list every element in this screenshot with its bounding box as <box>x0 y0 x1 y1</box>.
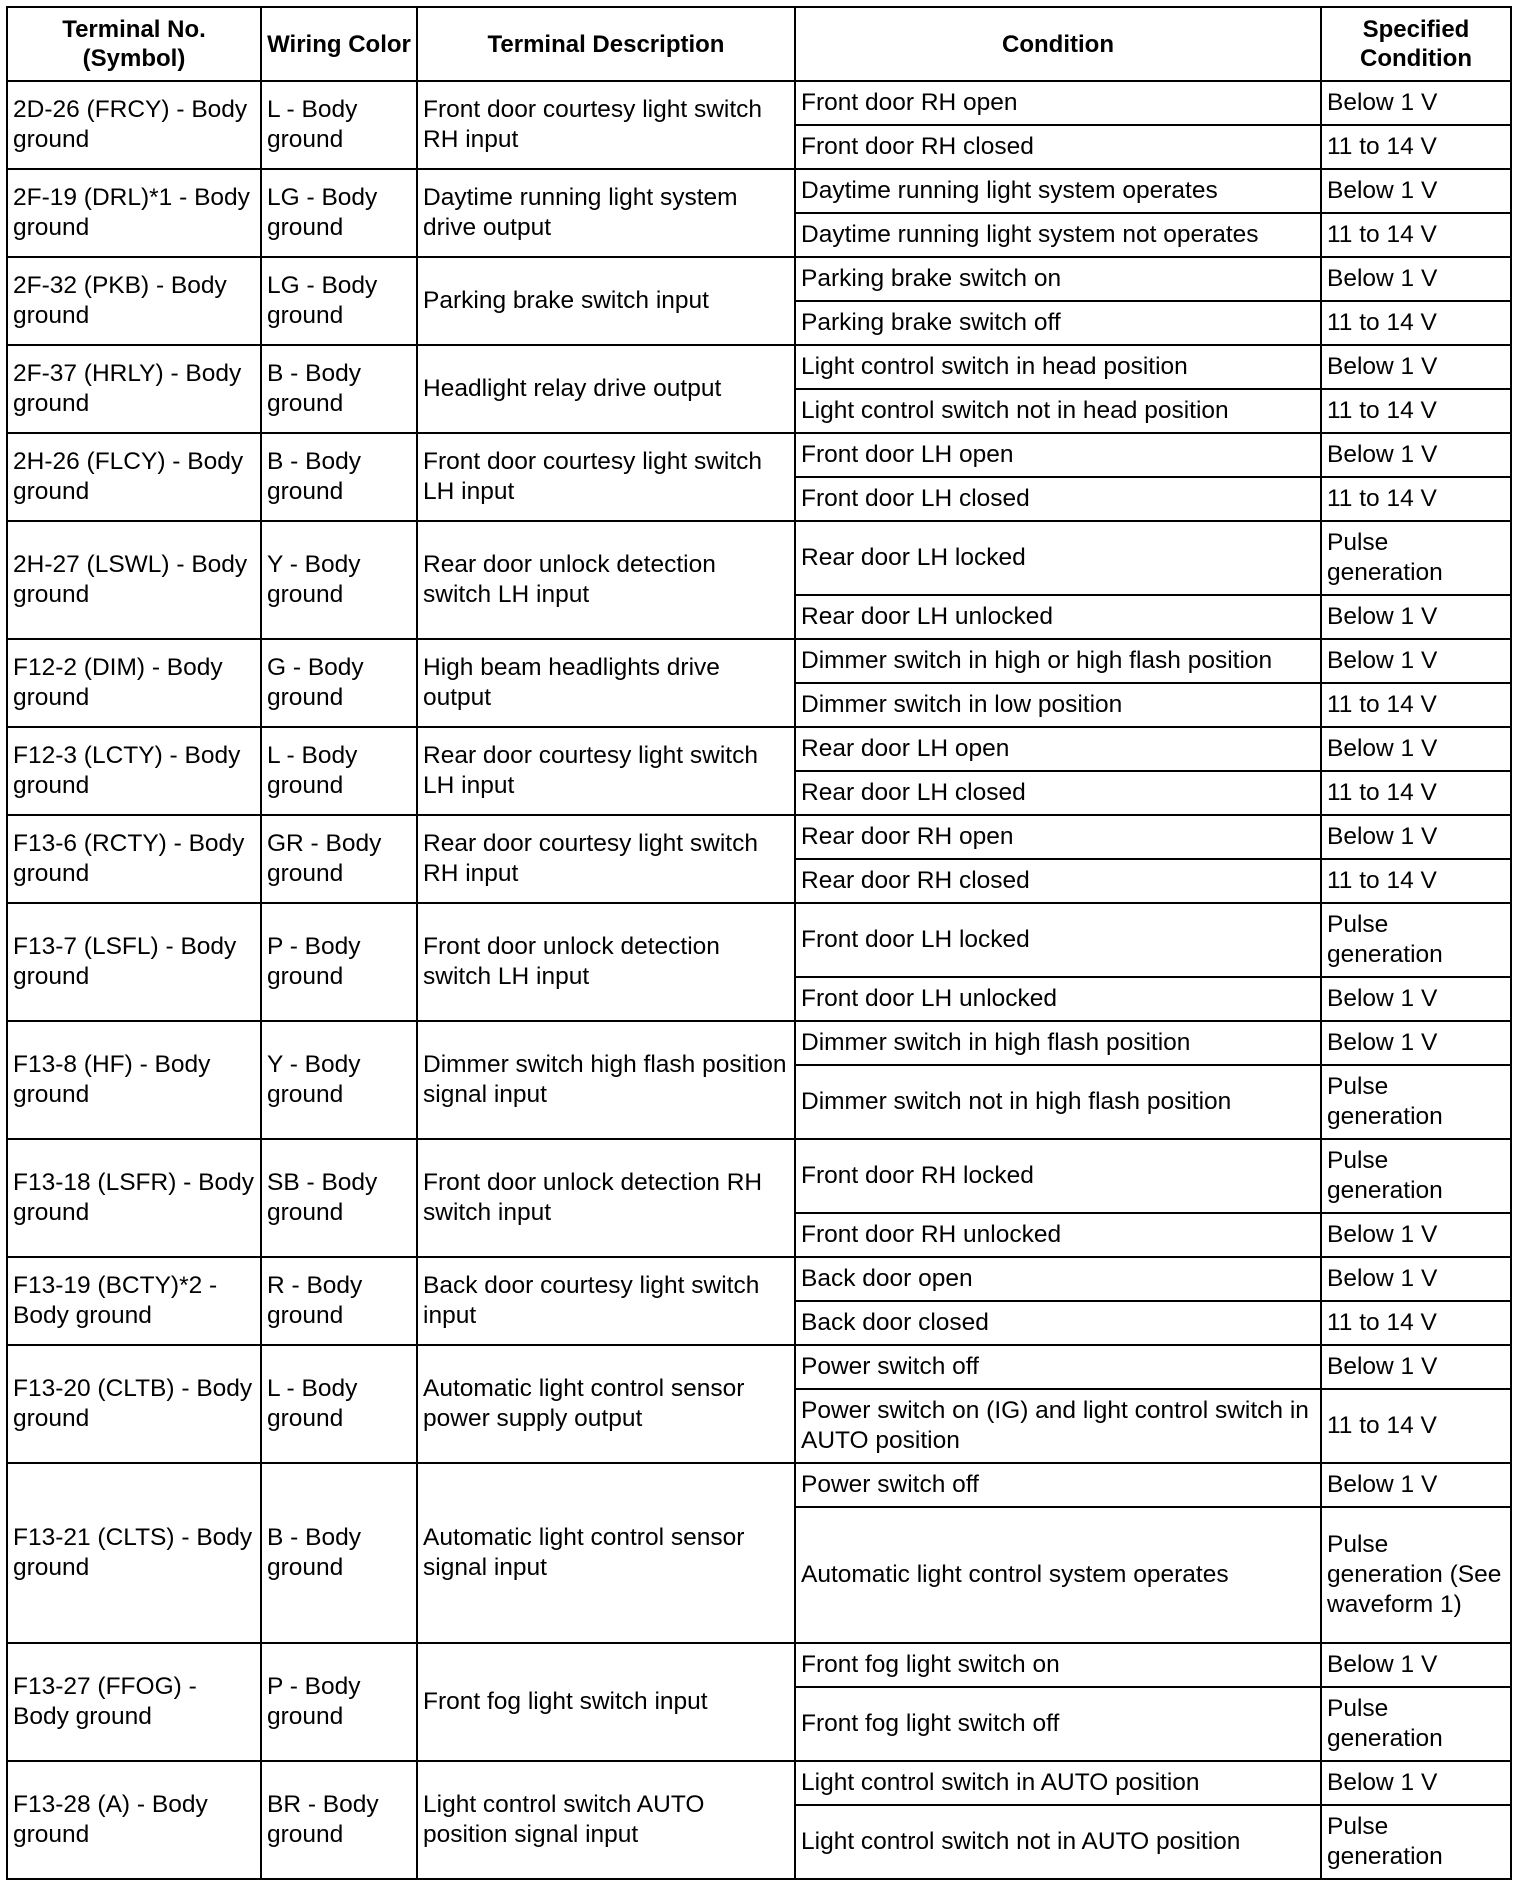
header-terminal: Terminal No. (Symbol) <box>7 7 261 81</box>
specified-condition-cell: Below 1 V <box>1321 977 1511 1021</box>
condition-cell: Dimmer switch in high flash position <box>795 1021 1321 1065</box>
description-cell: Front door unlock detection RH switch input <box>417 1139 795 1257</box>
wiring-color-cell: LG - Body ground <box>261 257 417 345</box>
condition-cell: Front door LH open <box>795 433 1321 477</box>
condition-cell: Parking brake switch off <box>795 301 1321 345</box>
wiring-color-cell: P - Body ground <box>261 903 417 1021</box>
specified-condition-cell: Pulse generation <box>1321 1805 1511 1879</box>
terminal-cell: 2F-37 (HRLY) - Body ground <box>7 345 261 433</box>
condition-cell: Dimmer switch not in high flash position <box>795 1065 1321 1139</box>
wiring-color-cell: Y - Body ground <box>261 1021 417 1139</box>
table-row <box>7 521 1511 595</box>
description-cell: Automatic light control sensor signal input <box>417 1463 795 1643</box>
terminal-cell: 2H-27 (LSWL) - Body ground <box>7 521 261 639</box>
header-terminal-description: Terminal Description <box>417 7 795 81</box>
specified-condition-cell: 11 to 14 V <box>1321 1301 1511 1345</box>
header-specified-condition: Specified Condition <box>1321 7 1511 81</box>
specified-condition-cell: 11 to 14 V <box>1321 389 1511 433</box>
wiring-color-cell: L - Body ground <box>261 1345 417 1463</box>
description-cell: High beam headlights drive output <box>417 639 795 727</box>
condition-cell: Front door RH closed <box>795 125 1321 169</box>
condition-cell: Light control switch not in AUTO position <box>795 1805 1321 1879</box>
specified-condition-cell: Below 1 V <box>1321 1021 1511 1065</box>
terminal-cell: F12-3 (LCTY) - Body ground <box>7 727 261 815</box>
condition-cell: Dimmer switch in high or high flash position <box>795 639 1321 683</box>
table-row <box>7 1345 1511 1389</box>
condition-cell: Back door closed <box>795 1301 1321 1345</box>
table-row <box>7 1761 1511 1805</box>
wiring-color-cell: LG - Body ground <box>261 169 417 257</box>
specified-condition-cell: 11 to 14 V <box>1321 477 1511 521</box>
description-cell: Rear door unlock detection switch LH input <box>417 521 795 639</box>
table-row <box>7 1463 1511 1507</box>
header-condition: Condition <box>795 7 1321 81</box>
table-row <box>7 1021 1511 1065</box>
table-row <box>7 639 1511 683</box>
terminal-cell: F13-8 (HF) - Body ground <box>7 1021 261 1139</box>
specified-condition-cell: Pulse generation <box>1321 1139 1511 1213</box>
condition-cell: Power switch off <box>795 1463 1321 1507</box>
wiring-color-cell: L - Body ground <box>261 81 417 169</box>
description-cell: Headlight relay drive output <box>417 345 795 433</box>
specified-condition-cell: 11 to 14 V <box>1321 301 1511 345</box>
condition-cell: Front door LH unlocked <box>795 977 1321 1021</box>
table-body <box>7 81 1511 1879</box>
description-cell: Light control switch AUTO position signal input <box>417 1761 795 1879</box>
specified-condition-cell: Below 1 V <box>1321 1257 1511 1301</box>
terminal-cell: F13-19 (BCTY)*2 - Body ground <box>7 1257 261 1345</box>
specified-condition-cell: Below 1 V <box>1321 1345 1511 1389</box>
condition-cell: Rear door LH locked <box>795 521 1321 595</box>
terminal-cell: F13-28 (A) - Body ground <box>7 1761 261 1879</box>
description-cell: Back door courtesy light switch input <box>417 1257 795 1345</box>
specified-condition-cell: Below 1 V <box>1321 1761 1511 1805</box>
specified-condition-cell: Pulse generation <box>1321 1065 1511 1139</box>
wiring-color-cell: G - Body ground <box>261 639 417 727</box>
terminal-cell: F13-6 (RCTY) - Body ground <box>7 815 261 903</box>
table-row <box>7 169 1511 213</box>
description-cell: Dimmer switch high flash position signal input <box>417 1021 795 1139</box>
specified-condition-cell: Below 1 V <box>1321 639 1511 683</box>
wiring-color-cell: B - Body ground <box>261 433 417 521</box>
condition-cell: Front door RH open <box>795 81 1321 125</box>
description-cell: Automatic light control sensor power supply output <box>417 1345 795 1463</box>
header-wiring-color: Wiring Color <box>261 7 417 81</box>
wiring-color-cell: B - Body ground <box>261 1463 417 1643</box>
specified-condition-cell: Below 1 V <box>1321 257 1511 301</box>
table-row <box>7 1257 1511 1301</box>
terminal-cell: 2F-19 (DRL)*1 - Body ground <box>7 169 261 257</box>
terminal-cell: F13-20 (CLTB) - Body ground <box>7 1345 261 1463</box>
condition-cell: Light control switch in head position <box>795 345 1321 389</box>
condition-cell: Daytime running light system not operates <box>795 213 1321 257</box>
specified-condition-cell: 11 to 14 V <box>1321 1389 1511 1463</box>
description-cell: Daytime running light system drive output <box>417 169 795 257</box>
specified-condition-cell: Below 1 V <box>1321 345 1511 389</box>
condition-cell: Rear door RH open <box>795 815 1321 859</box>
wiring-color-cell: B - Body ground <box>261 345 417 433</box>
condition-cell: Light control switch in AUTO position <box>795 1761 1321 1805</box>
terminal-cell: F13-7 (LSFL) - Body ground <box>7 903 261 1021</box>
wiring-color-cell: P - Body ground <box>261 1643 417 1761</box>
description-cell: Front door courtesy light switch LH input <box>417 433 795 521</box>
condition-cell: Rear door RH closed <box>795 859 1321 903</box>
specified-condition-cell: 11 to 14 V <box>1321 771 1511 815</box>
condition-cell: Dimmer switch in low position <box>795 683 1321 727</box>
specified-condition-cell: Pulse generation <box>1321 903 1511 977</box>
description-cell: Front fog light switch input <box>417 1643 795 1761</box>
condition-cell: Automatic light control system operates <box>795 1507 1321 1643</box>
specified-condition-cell: 11 to 14 V <box>1321 683 1511 727</box>
description-cell: Rear door courtesy light switch LH input <box>417 727 795 815</box>
specified-condition-cell: Pulse generation <box>1321 521 1511 595</box>
specified-condition-cell: 11 to 14 V <box>1321 213 1511 257</box>
table-row <box>7 81 1511 125</box>
wiring-color-cell: R - Body ground <box>261 1257 417 1345</box>
condition-cell: Rear door LH unlocked <box>795 595 1321 639</box>
specified-condition-cell: Below 1 V <box>1321 81 1511 125</box>
table-row <box>7 1139 1511 1213</box>
specified-condition-cell: 11 to 14 V <box>1321 859 1511 903</box>
specified-condition-cell: Below 1 V <box>1321 1213 1511 1257</box>
specified-condition-cell: Below 1 V <box>1321 169 1511 213</box>
condition-cell: Front fog light switch off <box>795 1687 1321 1761</box>
terminal-cell: 2F-32 (PKB) - Body ground <box>7 257 261 345</box>
condition-cell: Front door LH locked <box>795 903 1321 977</box>
condition-cell: Power switch off <box>795 1345 1321 1389</box>
condition-cell: Parking brake switch on <box>795 257 1321 301</box>
table-header-row <box>7 7 1511 81</box>
description-cell: Front door unlock detection switch LH input <box>417 903 795 1021</box>
description-cell: Rear door courtesy light switch RH input <box>417 815 795 903</box>
description-cell: Front door courtesy light switch RH input <box>417 81 795 169</box>
table-row <box>7 903 1511 977</box>
specified-condition-cell: Below 1 V <box>1321 727 1511 771</box>
terminal-cell: 2D-26 (FRCY) - Body ground <box>7 81 261 169</box>
specified-condition-cell: Below 1 V <box>1321 1643 1511 1687</box>
condition-cell: Light control switch not in head position <box>795 389 1321 433</box>
wiring-color-cell: Y - Body ground <box>261 521 417 639</box>
specified-condition-cell: Below 1 V <box>1321 433 1511 477</box>
spec-table-container <box>6 6 1510 1880</box>
condition-cell: Front fog light switch on <box>795 1643 1321 1687</box>
table-row <box>7 815 1511 859</box>
terminal-spec-table <box>6 6 1512 1880</box>
specified-condition-cell: Below 1 V <box>1321 1463 1511 1507</box>
condition-cell: Rear door LH open <box>795 727 1321 771</box>
terminal-cell: F13-18 (LSFR) - Body ground <box>7 1139 261 1257</box>
wiring-color-cell: BR - Body ground <box>261 1761 417 1879</box>
condition-cell: Back door open <box>795 1257 1321 1301</box>
condition-cell: Front door LH closed <box>795 477 1321 521</box>
specified-condition-cell: Below 1 V <box>1321 815 1511 859</box>
specified-condition-cell: Below 1 V <box>1321 595 1511 639</box>
wiring-color-cell: SB - Body ground <box>261 1139 417 1257</box>
table-row <box>7 727 1511 771</box>
condition-cell: Daytime running light system operates <box>795 169 1321 213</box>
table-row <box>7 257 1511 301</box>
description-cell: Parking brake switch input <box>417 257 795 345</box>
wiring-color-cell: L - Body ground <box>261 727 417 815</box>
specified-condition-cell: Pulse generation (See waveform 1) <box>1321 1507 1511 1643</box>
terminal-cell: F13-21 (CLTS) - Body ground <box>7 1463 261 1643</box>
specified-condition-cell: Pulse generation <box>1321 1687 1511 1761</box>
table-row <box>7 345 1511 389</box>
condition-cell: Front door RH unlocked <box>795 1213 1321 1257</box>
condition-cell: Power switch on (IG) and light control switch in AUTO position <box>795 1389 1321 1463</box>
condition-cell: Front door RH locked <box>795 1139 1321 1213</box>
terminal-cell: 2H-26 (FLCY) - Body ground <box>7 433 261 521</box>
specified-condition-cell: 11 to 14 V <box>1321 125 1511 169</box>
table-row <box>7 433 1511 477</box>
wiring-color-cell: GR - Body ground <box>261 815 417 903</box>
terminal-cell: F13-27 (FFOG) - Body ground <box>7 1643 261 1761</box>
terminal-cell: F12-2 (DIM) - Body ground <box>7 639 261 727</box>
condition-cell: Rear door LH closed <box>795 771 1321 815</box>
table-row <box>7 1643 1511 1687</box>
